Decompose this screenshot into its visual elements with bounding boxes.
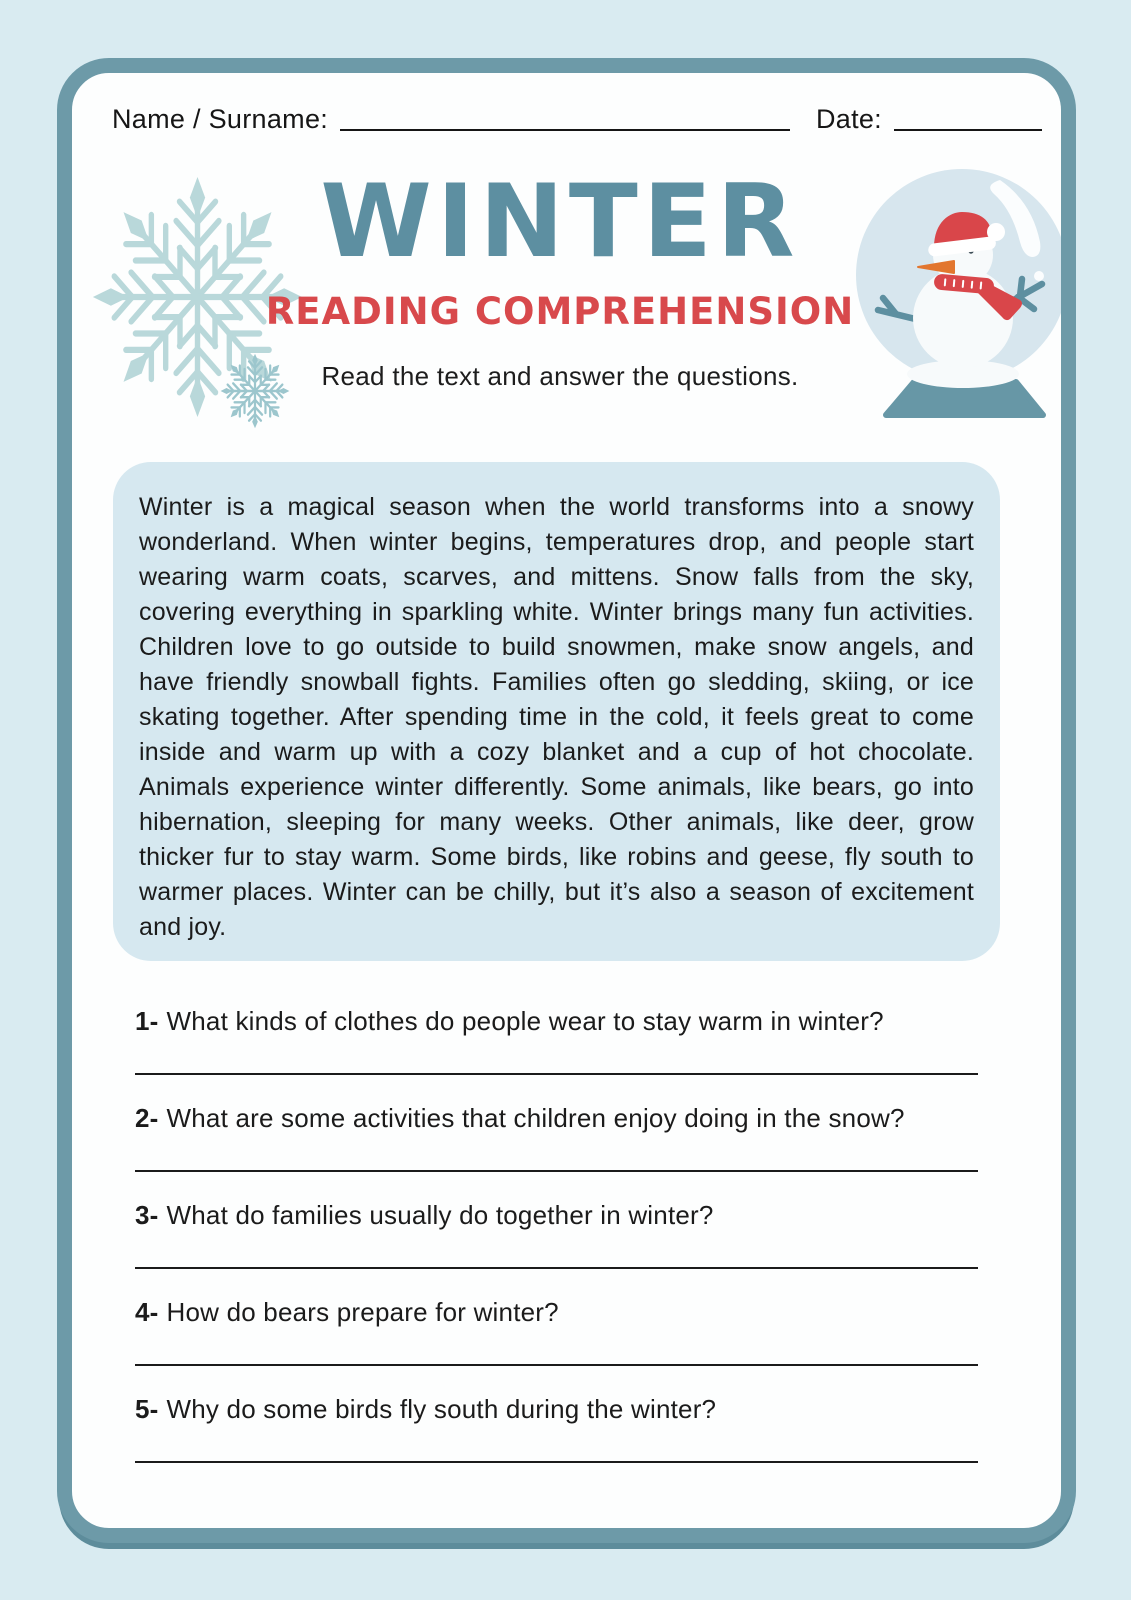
reading-passage: Winter is a magical season when the world transforms into a snowy wonderland. When winter begins, temperatures drop, and people start wearing warm coats, scarves, and mittens. Snow falls from the sky, covering everything in sparkling white. Winter brings many fun activities. Children love to go outside to build snowmen, make snow angels, and have friendly snowball fights. Families often go sledding, skiing, or ice skating together. After spending time in the cold, it feels great to come inside and warm up with a cozy blanket and a cup of hot chocolate. Animals experience winter differently. Some animals, like bears, go into hibernation, sleeping for many weeks. Other animals, like deer, grow thicker fur to stay warm. Some birds, like robins and geese, fly south to warmer places. Winter can be chilly, but it’s also a season of excitement and joy. [113, 462, 1000, 961]
answer-line[interactable] [135, 1170, 978, 1172]
question-text: What kinds of clothes do people wear to stay warm in winter? [166, 1006, 884, 1036]
date-label: Date: [815, 104, 882, 134]
question-number: 4- [135, 1297, 159, 1327]
name-surname-label: Name / Surname: [112, 104, 329, 134]
question-number: 5- [135, 1394, 159, 1424]
question-text: What do families usually do together in winter? [166, 1200, 714, 1230]
question-number: 2- [135, 1103, 159, 1133]
question-item [135, 1103, 980, 1172]
snow-globe-icon [850, 166, 1070, 422]
title-block [265, 162, 855, 392]
question-text: What are some activities that children enjoy doing in the snow? [166, 1103, 905, 1133]
answer-line[interactable] [135, 1364, 978, 1366]
page-title: WINTER [320, 162, 800, 280]
worksheet-card [57, 58, 1076, 1543]
answer-line[interactable] [135, 1267, 978, 1269]
question-text-row [135, 1297, 980, 1328]
question-item [135, 1006, 980, 1075]
instruction-text: Read the text and answer the questions. [321, 361, 799, 392]
question-number: 1- [135, 1006, 159, 1036]
date-input-line[interactable] [894, 101, 1042, 131]
question-item [135, 1394, 980, 1463]
questions-section [135, 1006, 980, 1463]
question-text-row [135, 1394, 980, 1425]
question-text: Why do some birds fly south during the winter? [166, 1394, 717, 1424]
question-number: 3- [135, 1200, 159, 1230]
answer-line[interactable] [135, 1073, 978, 1075]
answer-line[interactable] [135, 1461, 978, 1463]
name-input-line[interactable] [340, 101, 790, 131]
question-text-row [135, 1200, 980, 1231]
header [112, 101, 1042, 137]
question-text-row [135, 1006, 980, 1037]
page-subtitle: READING COMPREHENSION [265, 290, 855, 334]
question-text-row [135, 1103, 980, 1134]
question-item [135, 1200, 980, 1269]
question-text: How do bears prepare for winter? [166, 1297, 559, 1327]
question-item [135, 1297, 980, 1366]
